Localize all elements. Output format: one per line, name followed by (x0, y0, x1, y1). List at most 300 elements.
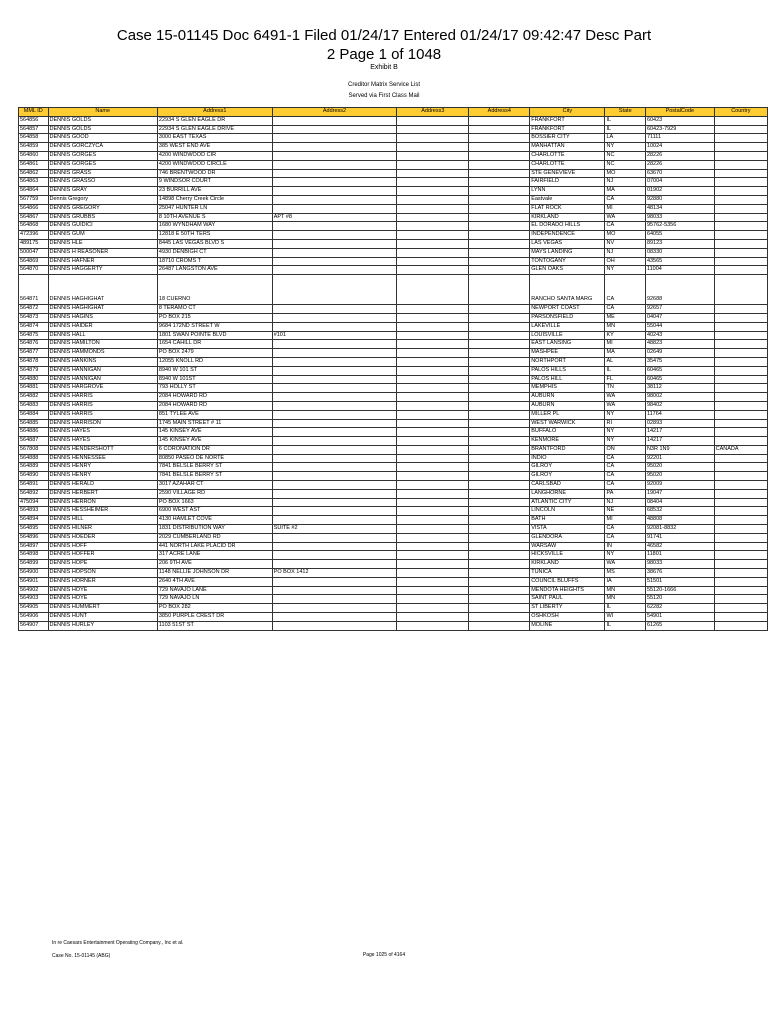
table-cell (469, 445, 530, 454)
table-cell: DENNIS GRAY (48, 187, 157, 196)
table-cell (397, 213, 469, 222)
table-cell: CA (605, 454, 645, 463)
table-cell: 1801 SWAN POINTE BLVD (157, 331, 272, 340)
table-cell: BRANTFORD (530, 445, 605, 454)
table-cell: 851 TYLEE AVE (157, 410, 272, 419)
table-cell: 48808 (645, 516, 714, 525)
table-cell: DENNIS GORGES (48, 160, 157, 169)
table-cell: DENNIS HOFFER (48, 551, 157, 560)
table-cell (469, 151, 530, 160)
table-cell (469, 169, 530, 178)
table-cell: 51501 (645, 577, 714, 586)
table-cell (397, 349, 469, 358)
table-cell (397, 604, 469, 613)
table-cell (397, 331, 469, 340)
table-cell: 08404 (645, 498, 714, 507)
table-cell (469, 507, 530, 516)
table-cell (469, 586, 530, 595)
table-cell: DENNIS HARGROVE (48, 384, 157, 393)
table-cell (469, 313, 530, 322)
table-cell: DENNIS HESSHEIMER (48, 507, 157, 516)
table-cell: INDEPENDENCE (530, 231, 605, 240)
table-cell: 564898 (19, 551, 49, 560)
table-cell: DENNIS H REASONER (48, 248, 157, 257)
table-cell (397, 195, 469, 204)
table-cell: 564863 (19, 178, 49, 187)
table-cell: 145 KINSEY AVE (157, 437, 272, 446)
table-cell: DENNIS HAGHIGHAT (48, 305, 157, 314)
table-cell: 564880 (19, 375, 49, 384)
table-cell (397, 401, 469, 410)
table-cell: PO BOX 1663 (157, 498, 272, 507)
table-cell: 564868 (19, 222, 49, 231)
table-row (19, 481, 768, 490)
creditor-matrix-table (18, 107, 768, 631)
table-cell: DENNIS HAMMONDS (48, 349, 157, 358)
table-cell: MO (605, 231, 645, 240)
table-cell: DENNIS HOYE (48, 595, 157, 604)
table-cell: CANADA (714, 445, 767, 454)
table-row (19, 551, 768, 560)
table-cell: 8 TERAMO CT (157, 305, 272, 314)
table-cell (272, 313, 397, 322)
table-row (19, 410, 768, 419)
table-cell: LAS VEGAS (530, 239, 605, 248)
table-cell (397, 204, 469, 213)
table-cell: PO BOX 2479 (157, 349, 272, 358)
header-line-1: Case 15-01145 Doc 6491-1 Filed 01/24/17 Entered 01/24/17 09:42:47 Desc Part (116, 27, 652, 44)
table-cell: 206 9TH AVE (157, 560, 272, 569)
table-cell (397, 560, 469, 569)
table-cell: 04047 (645, 313, 714, 322)
table-cell: DENNIS HERRON (48, 498, 157, 507)
table-cell (469, 551, 530, 560)
table-cell: LANGHORNE (530, 489, 605, 498)
table-cell: CHARLOTTE (530, 151, 605, 160)
table-row (19, 419, 768, 428)
table-row (19, 595, 768, 604)
table-cell: CA (605, 222, 645, 231)
table-cell: 25047 HUNTER LN (157, 204, 272, 213)
table-cell: DENNIS GORCZYCA (48, 143, 157, 152)
table-cell: 564883 (19, 401, 49, 410)
table-cell (397, 533, 469, 542)
table-cell (397, 595, 469, 604)
table-row (19, 222, 768, 231)
table-cell (272, 375, 397, 384)
table-cell (397, 419, 469, 428)
table-cell (714, 125, 767, 134)
table-cell: NC (605, 151, 645, 160)
table-cell: WA (605, 213, 645, 222)
table-cell: CARLSBAD (530, 481, 605, 490)
court-header (0, 26, 768, 64)
table-cell: 8 10TH AVENUE S (157, 213, 272, 222)
table-cell (714, 560, 767, 569)
table-cell: MS (605, 569, 645, 578)
table-cell: 14898 Cherry Creek Circle (157, 195, 272, 204)
table-cell: STE GENEVIEVE (530, 169, 605, 178)
table-cell: 564864 (19, 187, 49, 196)
table-cell (714, 384, 767, 393)
table-row (19, 577, 768, 586)
table-cell: 564859 (19, 143, 49, 152)
table-cell: COUNCIL BLUFFS (530, 577, 605, 586)
table-row (19, 489, 768, 498)
table-cell: 564866 (19, 204, 49, 213)
table-cell: 7841 BELSLE BERRY ST (157, 463, 272, 472)
table-cell: 62282 (645, 604, 714, 613)
table-cell: 1148 NELLIE JOHNSON DR (157, 569, 272, 578)
table-cell (714, 195, 767, 204)
table-cell (272, 463, 397, 472)
table-row (19, 516, 768, 525)
table-cell: LOUISVILLE (530, 331, 605, 340)
table-cell: LA (605, 134, 645, 143)
table-cell (272, 401, 397, 410)
table-cell: 564878 (19, 357, 49, 366)
table-cell (714, 366, 767, 375)
table-cell (714, 613, 767, 622)
table-cell: 80850 PASEO DE NORTE (157, 454, 272, 463)
table-cell (469, 125, 530, 134)
table-cell: 48823 (645, 340, 714, 349)
table-cell (272, 160, 397, 169)
table-row (19, 239, 768, 248)
table-cell: PO BOX 215 (157, 313, 272, 322)
table-cell: BATH (530, 516, 605, 525)
table-row (19, 116, 768, 125)
table-row (19, 187, 768, 196)
table-cell: 4200 WINDWOOD CIRCLE (157, 160, 272, 169)
table-cell (714, 577, 767, 586)
table-cell: CA (605, 533, 645, 542)
table-cell: 564862 (19, 169, 49, 178)
table-cell: GILROY (530, 463, 605, 472)
table-cell (714, 204, 767, 213)
table-cell: 564894 (19, 516, 49, 525)
table-cell: IL (605, 621, 645, 630)
table-cell (272, 116, 397, 125)
table-row (19, 313, 768, 322)
table-cell: CA (605, 305, 645, 314)
table-cell: DENNIS GRASSO (48, 178, 157, 187)
table-cell: 2590 VILLAGE RD (157, 489, 272, 498)
table-row (19, 366, 768, 375)
table-cell (714, 428, 767, 437)
table-cell: NY (605, 428, 645, 437)
table-cell (469, 349, 530, 358)
table-cell: 564895 (19, 525, 49, 534)
table-cell: PALOS HILLS (530, 366, 605, 375)
table-cell (469, 275, 530, 305)
table-cell (272, 169, 397, 178)
table-row (19, 569, 768, 578)
table-cell (469, 322, 530, 331)
table-cell: DENNIS HOYE (48, 586, 157, 595)
table-cell: 564869 (19, 257, 49, 266)
table-cell (397, 134, 469, 143)
column-header: PostalCode (645, 108, 714, 117)
table-cell: AUBURN (530, 401, 605, 410)
table-cell: 564902 (19, 586, 49, 595)
table-cell: TN (605, 384, 645, 393)
table-cell: 55044 (645, 322, 714, 331)
footer-case-number: Case No. 15-01145 (ABG) (52, 953, 111, 959)
table-cell: 564881 (19, 384, 49, 393)
table-cell: 60465 (645, 366, 714, 375)
table-cell (469, 577, 530, 586)
table-cell (397, 516, 469, 525)
table-cell: 48134 (645, 204, 714, 213)
table-cell: 1745 MAIN STREET # 11 (157, 419, 272, 428)
table-cell (397, 222, 469, 231)
table-cell: GLEN OAKS (530, 266, 605, 275)
table-cell: DENNIS HENRY (48, 463, 157, 472)
table-cell: ATLANTIC CITY (530, 498, 605, 507)
table-cell: 564886 (19, 428, 49, 437)
table-cell (397, 393, 469, 402)
table-cell: MANHATTAN (530, 143, 605, 152)
table-cell: 564879 (19, 366, 49, 375)
table-cell: PO BOX 1412 (272, 569, 397, 578)
table-cell (469, 195, 530, 204)
table-cell: DENNIS HENNESSEE (48, 454, 157, 463)
table-cell: 10024 (645, 143, 714, 152)
table-cell: 26487 LANGSTON AVE (157, 266, 272, 275)
table-cell: 38112 (645, 384, 714, 393)
table-cell: 4130 HAMLET COVE (157, 516, 272, 525)
table-cell (272, 357, 397, 366)
table-cell: 729 NAVAJO LANE (157, 586, 272, 595)
table-cell (469, 401, 530, 410)
table-cell (714, 542, 767, 551)
table-cell (272, 489, 397, 498)
table-cell: 564867 (19, 213, 49, 222)
table-cell: 18 CUERNO (157, 275, 272, 305)
table-cell: KENMORE (530, 437, 605, 446)
table-cell: 71111 (645, 134, 714, 143)
table-cell: 40243 (645, 331, 714, 340)
table-cell: MI (605, 204, 645, 213)
table-cell: ON (605, 445, 645, 454)
table-cell: DENNIS HOFF (48, 542, 157, 551)
table-cell: 28226 (645, 160, 714, 169)
table-row (19, 393, 768, 402)
table-cell: 729 NAVAJO LN (157, 595, 272, 604)
table-cell: 793 HOLLY ST (157, 384, 272, 393)
table-cell: DENNIS HANNIGAN (48, 375, 157, 384)
table-cell (714, 595, 767, 604)
table-cell (397, 151, 469, 160)
table-cell (397, 143, 469, 152)
table-cell: 3850 PURPLE CREST DR (157, 613, 272, 622)
table-cell (272, 248, 397, 257)
table-cell (469, 357, 530, 366)
table-cell: 564885 (19, 419, 49, 428)
table-cell: 14217 (645, 428, 714, 437)
table-row (19, 134, 768, 143)
table-cell (469, 481, 530, 490)
table-cell: MASHPEE (530, 349, 605, 358)
table-cell: CHARLOTTE (530, 160, 605, 169)
table-cell: 98402 (645, 401, 714, 410)
table-cell: 564861 (19, 160, 49, 169)
table-cell (469, 542, 530, 551)
table-cell (272, 410, 397, 419)
table-row (19, 445, 768, 454)
table-cell: RANCHO SANTA MARG (530, 275, 605, 305)
table-cell (272, 187, 397, 196)
table-cell (469, 375, 530, 384)
table-cell: 567808 (19, 445, 49, 454)
table-cell: SUITE #2 (272, 525, 397, 534)
table-cell: 23 BURRILL AVE (157, 187, 272, 196)
table-cell (397, 257, 469, 266)
table-cell (469, 472, 530, 481)
table-cell (397, 507, 469, 516)
table-cell: CA (605, 472, 645, 481)
table-cell (397, 586, 469, 595)
table-row (19, 340, 768, 349)
table-cell (397, 375, 469, 384)
table-cell: 92201 (645, 454, 714, 463)
table-cell (714, 551, 767, 560)
table-row (19, 613, 768, 622)
column-header: City (530, 108, 605, 117)
table-cell: 14217 (645, 437, 714, 446)
table-cell: WA (605, 401, 645, 410)
table-cell: 95020 (645, 463, 714, 472)
table-row (19, 384, 768, 393)
table-cell (272, 445, 397, 454)
table-cell (272, 349, 397, 358)
table-cell: PALOS HILL (530, 375, 605, 384)
table-cell (469, 613, 530, 622)
table-cell: DENNIS HILNER (48, 525, 157, 534)
table-cell (714, 222, 767, 231)
table-cell: 8940 W 101 ST (157, 366, 272, 375)
table-cell: DENNIS HAMILTON (48, 340, 157, 349)
table-cell (397, 613, 469, 622)
table-cell: DENNIS GUM (48, 231, 157, 240)
table-cell: CA (605, 275, 645, 305)
table-cell: NY (605, 266, 645, 275)
table-header-row (19, 108, 768, 117)
table-cell: KIRKLAND (530, 560, 605, 569)
table-cell: 11004 (645, 266, 714, 275)
table-cell (714, 248, 767, 257)
table-cell (272, 393, 397, 402)
table-cell: DENNIS HARRISON (48, 419, 157, 428)
table-cell: FLAT ROCK (530, 204, 605, 213)
table-cell (397, 542, 469, 551)
table-cell (397, 481, 469, 490)
table-cell: GILROY (530, 472, 605, 481)
table-cell (272, 516, 397, 525)
table-row (19, 151, 768, 160)
table-cell: DENNIS HLE (48, 239, 157, 248)
table-cell (272, 266, 397, 275)
table-cell (272, 613, 397, 622)
table-cell: INDIO (530, 454, 605, 463)
table-cell (397, 125, 469, 134)
table-cell: PO BOX 282 (157, 604, 272, 613)
table-cell: IL (605, 116, 645, 125)
table-cell: DENNIS HUMMERT (48, 604, 157, 613)
table-cell (272, 384, 397, 393)
table-cell: WA (605, 560, 645, 569)
table-cell (397, 366, 469, 375)
table-row (19, 266, 768, 275)
table-cell (397, 231, 469, 240)
table-cell (397, 340, 469, 349)
table-cell: CA (605, 463, 645, 472)
table-cell: 564889 (19, 463, 49, 472)
table-cell (714, 151, 767, 160)
table-cell: AUBURN (530, 393, 605, 402)
table-cell: BUFFALO (530, 428, 605, 437)
table-cell (469, 231, 530, 240)
table-cell (397, 551, 469, 560)
table-cell (714, 213, 767, 222)
table-cell: OH (605, 257, 645, 266)
table-cell: NY (605, 437, 645, 446)
table-cell (714, 178, 767, 187)
table-cell (272, 604, 397, 613)
table-row (19, 248, 768, 257)
table-cell (272, 454, 397, 463)
table-cell (272, 366, 397, 375)
table-cell: 92009 (645, 481, 714, 490)
table-cell (714, 507, 767, 516)
table-cell (272, 428, 397, 437)
table-cell: DENNIS HAYES (48, 437, 157, 446)
table-cell: NY (605, 410, 645, 419)
table-cell: LINCOLN (530, 507, 605, 516)
table-cell: 11764 (645, 410, 714, 419)
table-row (19, 375, 768, 384)
table-cell: 12055 KNOLL RD (157, 357, 272, 366)
table-cell: RI (605, 419, 645, 428)
table-cell: MILLER PL (530, 410, 605, 419)
table-cell: 9 WINDSOR COURT (157, 178, 272, 187)
table-cell (469, 595, 530, 604)
table-cell: WA (605, 393, 645, 402)
table-cell: DENNIS GRUBBS (48, 213, 157, 222)
table-cell: 02893 (645, 419, 714, 428)
table-cell: DENNIS HORNER (48, 577, 157, 586)
table-cell: 564872 (19, 305, 49, 314)
table-cell: NY (605, 143, 645, 152)
table-row (19, 542, 768, 551)
table-cell (397, 266, 469, 275)
table-cell (397, 577, 469, 586)
table-cell: DENNIS HARRIS (48, 401, 157, 410)
table-cell: 564884 (19, 410, 49, 419)
table-row (19, 178, 768, 187)
table-cell: 1831 DISTRIBUTION WAY (157, 525, 272, 534)
table-cell: DENNIS GORGES (48, 151, 157, 160)
table-cell: 91741 (645, 533, 714, 542)
table-cell (469, 257, 530, 266)
table-cell (714, 621, 767, 630)
table-cell: WEST WARWICK (530, 419, 605, 428)
table-cell: DENNIS HUNT (48, 613, 157, 622)
table-cell: DENNIS HERBERT (48, 489, 157, 498)
column-header: Country (714, 108, 767, 117)
table-cell (714, 239, 767, 248)
